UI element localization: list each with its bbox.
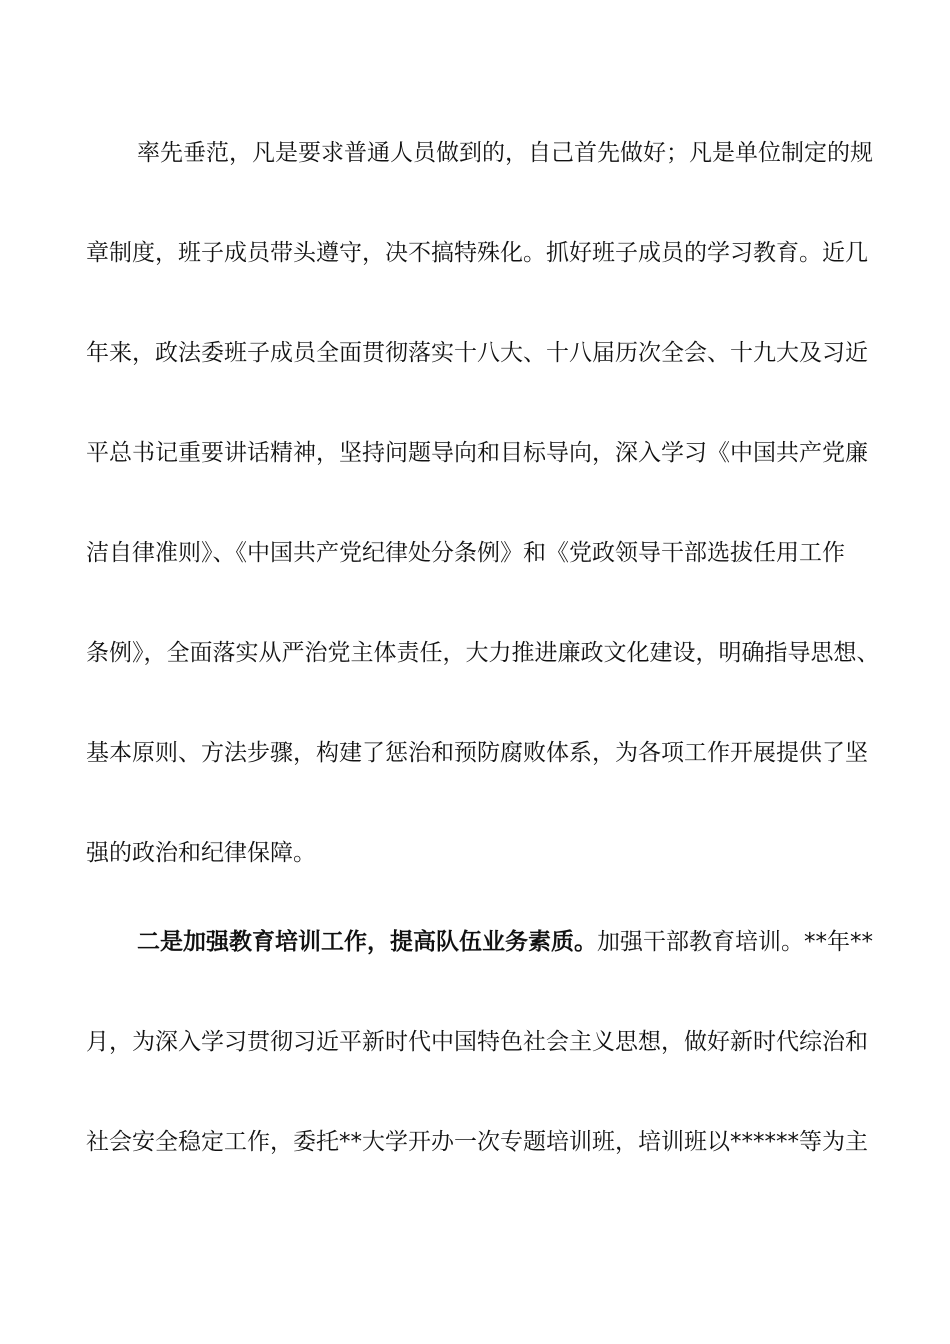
paragraph-1-line-2: 章制度，班子成员带头遵守，决不搞特殊化。抓好班子成员的学习教育。近几	[86, 240, 868, 266]
paragraph-2-line-2: 月，为深入学习贯彻习近平新时代中国特色社会主义思想，做好新时代综治和	[86, 1029, 868, 1055]
paragraph-1-line-7: 基本原则、方法步骤，构建了惩治和预防腐败体系，为各项工作开展提供了坚	[86, 740, 868, 766]
paragraph-2-first-line-rest: 加强干部教育培训。**年**	[597, 929, 873, 955]
paragraph-2-line-3: 社会安全稳定工作，委托**大学开办一次专题培训班，培训班以******等为主	[86, 1129, 868, 1155]
paragraph-1-line-5: 洁自律准则》、《中国共产党纪律处分条例》和《党政领导干部选拔任用工作	[86, 540, 845, 566]
paragraph-1-line-3: 年来，政法委班子成员全面贯彻落实十八大、十八届历次全会、十九大及习近	[86, 340, 868, 366]
paragraph-2-heading: 二是加强教育培训工作，提高队伍业务素质。	[137, 929, 597, 955]
paragraph-1-line-4: 平总书记重要讲话精神，坚持问题导向和目标导向，深入学习《中国共产党廉	[86, 440, 868, 466]
paragraph-1-line-1: 率先垂范，凡是要求普通人员做到的，自己首先做好；凡是单位制定的规	[137, 140, 873, 166]
paragraph-2-line-1	[137, 927, 927, 957]
paragraph-1-line-6: 条例》，全面落实从严治党主体责任，大力推进廉政文化建设，明确指导思想、	[86, 640, 880, 666]
paragraph-1-line-8: 强的政治和纪律保障。	[86, 840, 316, 866]
